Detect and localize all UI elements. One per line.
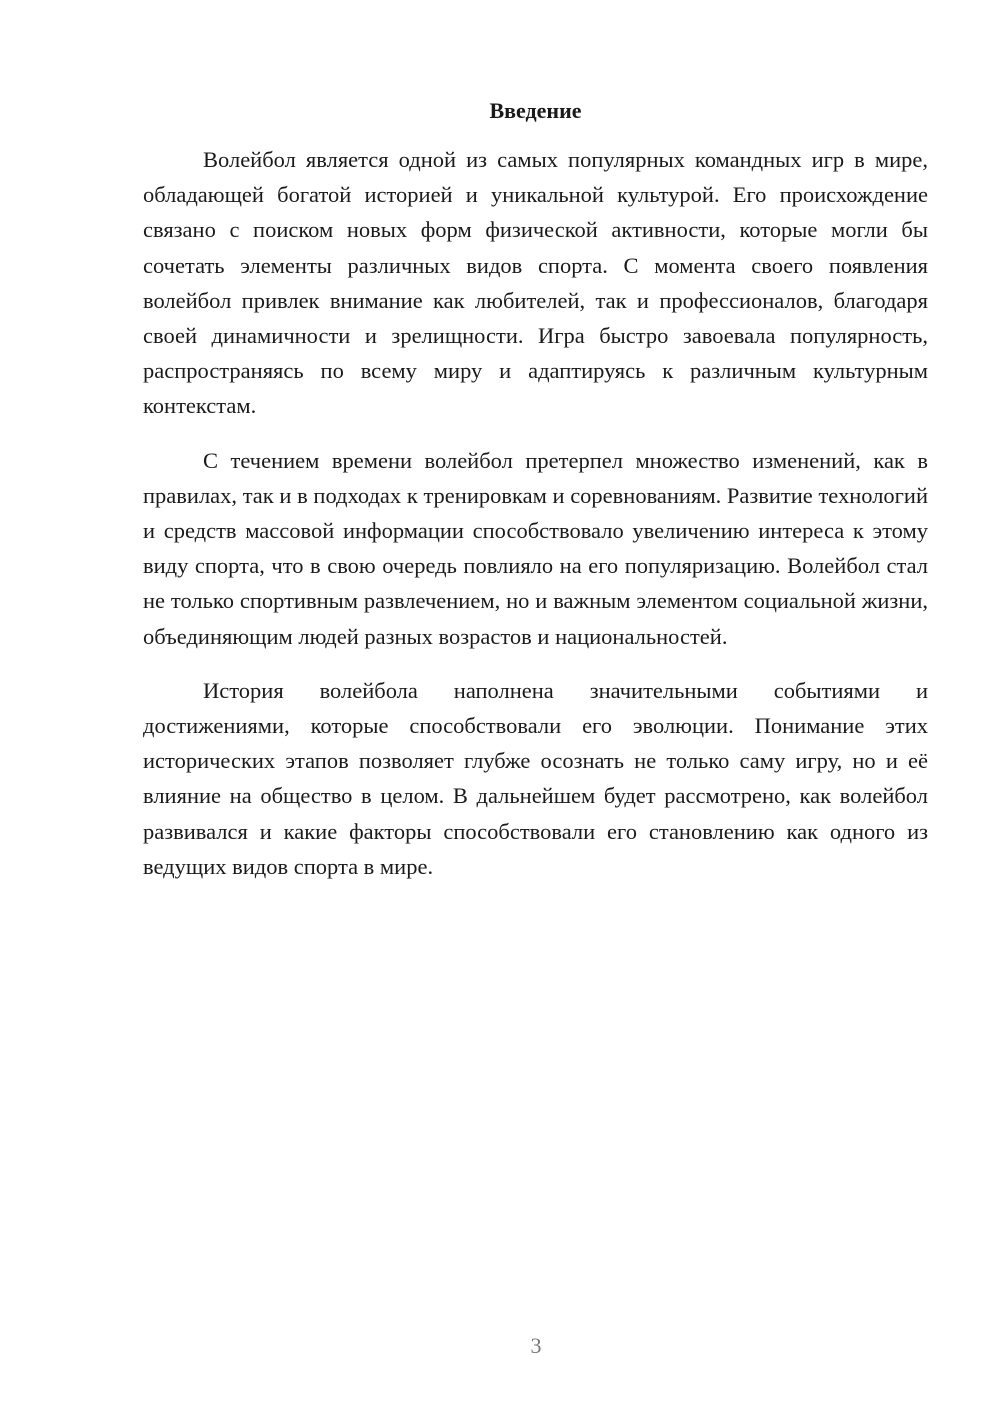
body-text — [143, 142, 928, 903]
section-heading: Введение — [489, 98, 582, 123]
paragraph-1: Волейбол является одной из самых популярных командных игр в мире, обладающей богатой историей и уникальной культурой. Его происхождение связано с поиском новых форм физической активности, которые могли бы сочетать элементы различных видов спорта. С момента своего появления волейбол привлек внимание как любителей, так и профессионалов, благодаря своей динамичности и зрелищности. Игра быстро завоевала популярность, распространяясь по всему миру и адаптируясь к различным культурным контекстам. — [143, 147, 928, 419]
page-number: 3 — [530, 1333, 542, 1358]
paragraph-3: История волейбола наполнена значительными событиями и достижениями, которые способствовали его эволюции. Понимание этих исторических этапов позволяет глубже осознать не только саму игру, но и её влияние на общество в целом. В дальнейшем будет рассмотрено, как волейбол развивался и какие факторы способствовали его становлению как одного из ведущих видов спорта в мире. — [143, 677, 928, 879]
paragraph-2: С течением времени волейбол претерпел множество изменений, как в правилах, так и в подходах к тренировкам и соревнованиям. Развитие технологий и средств массовой информации способствовало увеличению интереса к этому виду спорта, что в свою очередь повлияло на его популяризацию. Волейбол стал не только спортивным развлечением, но и важным элементом социальной жизни, объединяющим людей разных возрастов и национальностей. — [143, 447, 928, 649]
